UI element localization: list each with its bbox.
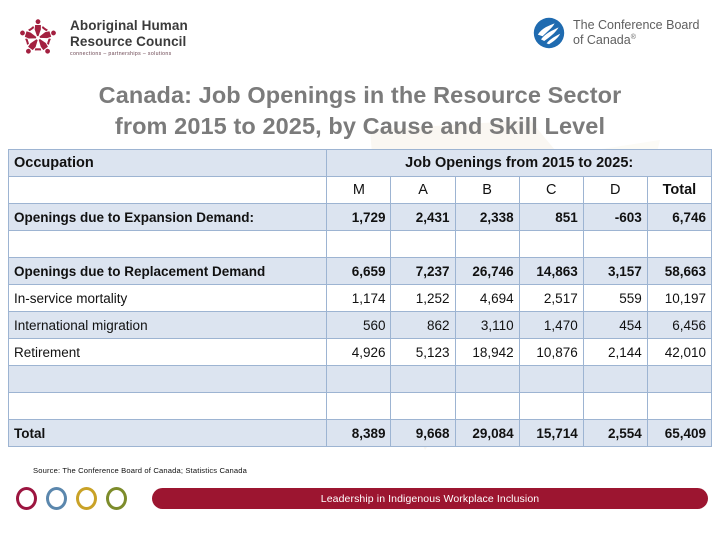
header-col-d: D [583,177,647,204]
row-label: Openings due to Replacement Demand [9,258,327,285]
page-title [0,80,720,143]
conference-board-line2 [573,33,699,48]
cell-c: 14,863 [519,258,583,285]
page-title-line2: from 2015 to 2025, by Cause and Skill Level [114,113,606,140]
cell-c: 15,714 [519,420,583,447]
job-openings-table-container [8,149,712,447]
table-row [9,393,712,420]
table-row [9,231,712,258]
cell-d: 454 [583,312,647,339]
header-sub-empty [9,177,327,204]
footer-ring-group [16,487,127,510]
row-label: International migration [9,312,327,339]
cell-d: 559 [583,285,647,312]
footer-banner [152,488,708,509]
cell-b: 18,942 [455,339,519,366]
globe-icon [533,17,565,49]
cell-d: -603 [583,204,647,231]
cell-m [327,231,391,258]
row-label [9,231,327,258]
cell-total [647,393,711,420]
conference-board-logo [533,17,699,49]
cell-m: 560 [327,312,391,339]
cell-b [455,231,519,258]
cell-total: 42,010 [647,339,711,366]
ring-blue [46,487,67,510]
cell-a [391,231,455,258]
table-header-row-sub [9,177,712,204]
table-row [9,204,712,231]
cell-d [583,231,647,258]
cell-a: 862 [391,312,455,339]
cell-a: 5,123 [391,339,455,366]
ring-gold [76,487,97,510]
ring-crimson [16,487,37,510]
cell-m: 4,926 [327,339,391,366]
cell-b: 29,084 [455,420,519,447]
ring-olive [106,487,127,510]
conference-board-logo-text [573,18,699,48]
table-row [9,366,712,393]
ahrc-circle-of-figures-icon [12,14,64,62]
ahrc-logo-line1: Aboriginal Human [70,18,188,34]
cell-b [455,366,519,393]
job-openings-table [8,149,712,447]
row-label: Openings due to Expansion Demand: [9,204,327,231]
cell-b: 3,110 [455,312,519,339]
row-label [9,366,327,393]
cell-a: 1,252 [391,285,455,312]
cell-b: 2,338 [455,204,519,231]
header-col-c: C [519,177,583,204]
cell-d: 2,554 [583,420,647,447]
header-col-a: A [391,177,455,204]
table-body [9,150,712,447]
cell-a [391,393,455,420]
header-col-m: M [327,177,391,204]
cell-d [583,393,647,420]
cell-c [519,231,583,258]
cell-total: 58,663 [647,258,711,285]
ahrc-logo-line2: Resource Council [70,33,187,49]
cell-c [519,393,583,420]
row-label: In-service mortality [9,285,327,312]
row-label [9,393,327,420]
cell-total [647,231,711,258]
cell-total: 6,746 [647,204,711,231]
conference-board-line2-text: of Canada [573,33,631,47]
table-row [9,339,712,366]
cell-m [327,366,391,393]
cell-m: 1,174 [327,285,391,312]
ahrc-logo-text [70,18,188,57]
table-row [9,258,712,285]
cell-m [327,393,391,420]
cell-d: 3,157 [583,258,647,285]
cell-total [647,366,711,393]
cell-a: 2,431 [391,204,455,231]
cell-m: 6,659 [327,258,391,285]
table-row [9,420,712,447]
cell-c: 851 [519,204,583,231]
page-title-line1: Canada: Job Openings in the Resource Sector [98,82,622,108]
ahrc-logo [12,14,188,62]
header-occupation: Occupation [9,150,327,177]
header-col-total: Total [647,177,711,204]
cell-c [519,366,583,393]
cell-b: 26,746 [455,258,519,285]
source-note: Source: The Conference Board of Canada; Statistics Canada [33,466,247,475]
cell-d [583,366,647,393]
row-label: Total [9,420,327,447]
slide-footer [0,484,720,520]
conference-board-line1: The Conference Board [573,18,700,32]
cell-total: 10,197 [647,285,711,312]
table-row [9,312,712,339]
header-col-b: B [455,177,519,204]
footer-banner-text: Leadership in Indigenous Workplace Inclusion [320,492,540,505]
cell-d: 2,144 [583,339,647,366]
cell-b [455,393,519,420]
cell-c: 2,517 [519,285,583,312]
cell-a: 9,668 [391,420,455,447]
table-row [9,285,712,312]
registered-mark: ® [630,33,636,41]
cell-c: 10,876 [519,339,583,366]
cell-c: 1,470 [519,312,583,339]
slide-header [0,0,720,74]
cell-m: 8,389 [327,420,391,447]
cell-a: 7,237 [391,258,455,285]
cell-total: 6,456 [647,312,711,339]
header-job-openings-span: Job Openings from 2015 to 2025: [327,150,712,177]
ahrc-logo-tagline: connections – partnerships – solutions [70,50,172,57]
cell-m: 1,729 [327,204,391,231]
cell-a [391,366,455,393]
row-label: Retirement [9,339,327,366]
cell-total: 65,409 [647,420,711,447]
cell-b: 4,694 [455,285,519,312]
table-header-row-main [9,150,712,177]
